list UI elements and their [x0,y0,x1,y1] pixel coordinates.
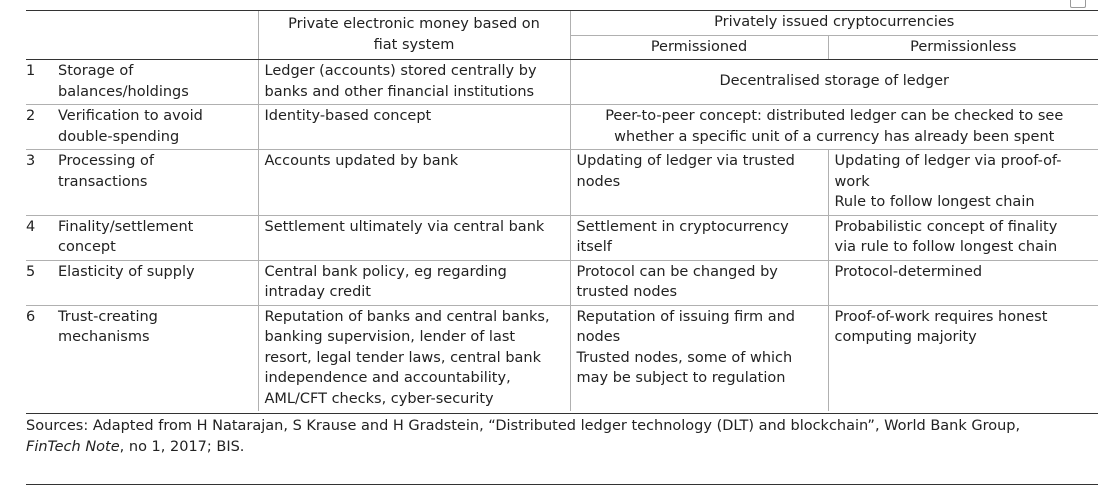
cell-private [258,305,570,411]
cell-line: Trusted nodes, some of which [576,349,793,366]
cell-permissioned [570,260,828,305]
cell-line: Ledger (accounts) stored centrally by [264,63,537,79]
table-row [26,105,1098,150]
header-private-line1: Private electronic money based on [288,16,540,32]
cell-line: Protocol can be changed by [576,263,778,280]
row-label-line: Processing of [58,153,155,169]
cell-private: Identity-based concept [258,105,570,150]
header-row-1 [26,11,1098,36]
row-label-line: transactions [58,173,148,190]
cell-line: Rule to follow longest chain [834,194,1035,210]
row-label-line: Verification to avoid [58,108,203,124]
table-row [26,305,1098,411]
cell-line: Proof-of-work requires honest [834,308,1048,325]
cell-line: Updating of ledger via proof-of- [834,153,1062,169]
row-label-line: Finality/settlement [58,218,194,235]
cell-permissionless [828,305,1098,411]
row-label [52,305,258,411]
cell-permissioned [570,305,828,411]
cell-crypto-merged [570,105,1098,150]
table-row [26,60,1098,105]
row-label-line: balances/holdings [58,83,189,100]
row-number: 1 [26,60,52,105]
sources-prefix: Sources: Adapted from H Natarajan, S Krause and H Gradstein, “Distributed ledger technology (DLT) and blockchain”, World Bank Group, [26,418,1021,434]
cell-line: Reputation of banks and central banks, [264,308,550,325]
row-label: Elasticity of supply [52,260,258,305]
cell-private [258,260,570,305]
row-number: 5 [26,260,52,305]
cell-private [258,60,570,105]
header-private-line2: fiat system [373,36,455,53]
cell-crypto-merged: Decentralised storage of ledger [570,60,1098,105]
row-label-line: Storage of [58,63,134,79]
cell-line: Reputation of issuing firm and [576,308,795,325]
cell-line: via rule to follow longest chain [834,239,1058,255]
row-number: 6 [26,308,36,325]
cell-line: trusted nodes [576,284,678,300]
row-label [52,150,258,216]
row-number: 3 [26,150,52,216]
cell-line: nodes [576,173,621,190]
cell-permissionless [828,150,1098,216]
row-label [52,60,258,105]
sources-note [26,413,1098,458]
comparison-table-container [26,0,1098,458]
row-label [52,215,258,260]
cell-permissioned [570,215,828,260]
cell-line: Peer-to-peer concept: distributed ledger can be checked to see [605,108,1064,124]
cell-line: computing majority [834,329,977,345]
cell-line: AML/CFT checks, cyber-security [264,390,494,407]
cell-line: banks and other financial institutions [264,83,535,100]
bottom-divider [26,484,1098,485]
cell-private: Accounts updated by bank [258,150,570,216]
row-label-line: concept [58,239,116,255]
comparison-table [26,10,1098,411]
cell-line: nodes [576,329,621,345]
cell-private: Settlement ultimately via central bank [258,215,570,260]
cell-line: itself [576,239,612,255]
cell-line: intraday credit [264,284,371,300]
cell-line: whether a specific unit of a currency has already been spent [614,128,1055,145]
row-label [52,105,258,150]
cell-permissionless: Protocol-determined [828,260,1098,305]
row-number: 4 [26,215,52,260]
cell-line: Settlement in cryptocurrency [576,218,789,235]
cell-line: banking supervision, lender of last [264,329,516,345]
row-label-line: double-spending [58,128,180,145]
table-row [26,150,1098,216]
cell-line: Central bank policy, eg regarding [264,263,507,280]
cell-line: Probabilistic concept of finality [834,218,1058,235]
header-private-money [258,11,570,60]
table-row [26,215,1098,260]
sources-italic: FinTech Note [26,439,120,455]
row-number: 2 [26,105,52,150]
header-crypto: Privately issued cryptocurrencies [570,11,1098,36]
header-permissioned: Permissioned [570,35,828,60]
cell-permissionless [828,215,1098,260]
sources-suffix: , no 1, 2017; BIS. [119,439,245,455]
row-label-line: mechanisms [58,329,150,345]
cell-line: resort, legal tender laws, central bank [264,349,541,366]
cell-line: may be subject to regulation [576,370,786,386]
cell-line: work [834,173,870,190]
cell-permissioned [570,150,828,216]
table-row [26,260,1098,305]
header-permissionless: Permissionless [828,35,1098,60]
cell-line: independence and accountability, [264,370,511,386]
row-label-line: Trust-creating [58,308,158,325]
cell-line: Updating of ledger via trusted [576,153,795,169]
